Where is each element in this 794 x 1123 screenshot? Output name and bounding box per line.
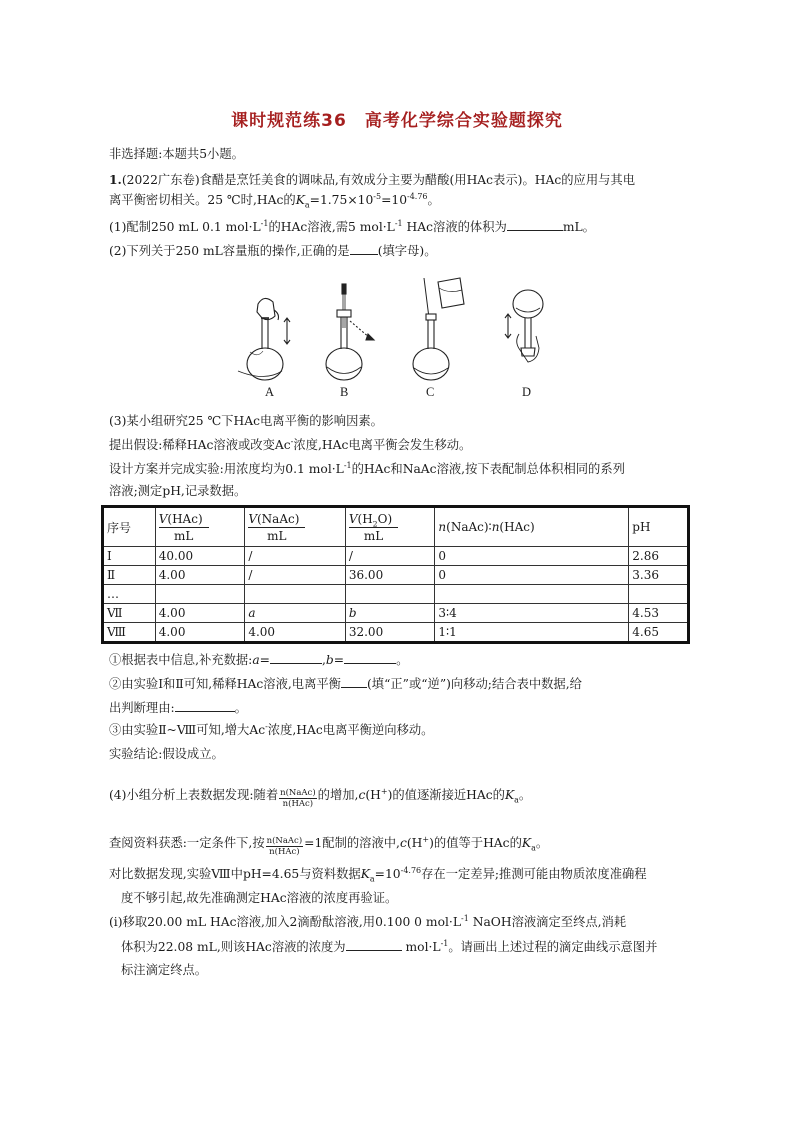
table-row	[103, 547, 689, 566]
answer-blank-a[interactable]	[270, 651, 322, 664]
volumetric-flask-figure	[228, 276, 568, 401]
flask-c-illustration	[413, 278, 464, 380]
cell: 2.86	[629, 547, 689, 566]
q1-part-4: (4)小组分析上表数据发现:随着 $\frac{\text{n(NaAc)}}{\text{n(HAc)}}$ 的增加,c(H+)的值逐渐接近HAc的$K_a$。	[109, 786, 532, 809]
page-title: 课时规范练36 高考化学综合实验题探究	[231, 111, 563, 131]
cell	[155, 585, 245, 604]
cell: 4.00	[155, 566, 245, 585]
header-v-h2o: $\frac{V(H_2O)}{mL}$	[345, 507, 435, 547]
q1-part-3: (3)某小组研究25 ℃下HAc电离平衡的影响因素。	[109, 414, 383, 428]
cell: 36.00	[345, 566, 435, 585]
flask-a-illustration	[238, 298, 290, 380]
sub-question-1: ①根据表中信息,补充数据:a= ,b= 。	[109, 653, 409, 667]
q1-line-1: 1.(2022广东卷)食醋是烹饪美食的调味品,有效成分主要为醋酸(用HAc表示)。HAc的应用与其电	[109, 172, 636, 187]
sub-question-2-line-2: 出判断理由: 。	[109, 701, 247, 715]
cell: 3.36	[629, 566, 689, 585]
sub-question-3: ③由实验Ⅱ~Ⅷ可知,增大Ac-浓度,HAc电离平衡逆向移动。	[109, 721, 434, 737]
cell: 4.00	[155, 604, 245, 623]
answer-blank-flask-choice[interactable]	[350, 242, 378, 255]
cell: Ⅱ	[103, 566, 156, 585]
q1-part-2: (2)下列关于250 mL容量瓶的操作,正确的是 (填字母)。	[109, 244, 437, 258]
header-ph: pH	[629, 507, 689, 547]
titration-line-3: 标注滴定终点。	[121, 963, 208, 977]
cell: 4.53	[629, 604, 689, 623]
header-v-naac: $\frac{\text{V(NaAc)}}{mL}$	[245, 507, 346, 547]
flask-b-illustration	[326, 284, 374, 380]
cell: 4.00	[155, 623, 245, 643]
cell: Ⅷ	[103, 623, 156, 643]
conclusion-line: 实验结论:假设成立。	[109, 747, 224, 761]
q1-line-2: 离平衡密切相关。25 ℃时,HAc的$K_a=1.75\times 10^{-5}=10^{-4.76}$。	[109, 191, 440, 210]
figure-label-d: D	[522, 385, 532, 399]
titration-line-1: (ⅰ)移取20.00 mL HAc溶液,加入2滴酚酞溶液,用0.100 0 $mol\cdot L^{-1}$ NaOH溶液滴定至终点,消耗	[109, 913, 627, 929]
figure-label-c: C	[426, 385, 435, 399]
titration-line-2: 体积为22.08 mL,则该HAc溶液的浓度为 $mol\cdot L^{-1}$。请画出上述过程的滴定曲线示意图并	[121, 938, 658, 954]
cell: 1∶1	[435, 623, 629, 643]
table-header-row	[103, 507, 689, 547]
lookup-line: 查阅资料获悉:一定条件下,按 $\frac{\text{n(NaAc)}}{\text{n(HAc)}}$ =1配制的溶液中,c(H+)的值等于HAc的$K_a$。	[109, 834, 549, 857]
table-row	[103, 566, 689, 585]
flask-d-illustration	[505, 290, 543, 362]
cell: Ⅶ	[103, 604, 156, 623]
section-intro: 非选择题:本题共5小题。	[109, 147, 244, 161]
cell: 3∶4	[435, 604, 629, 623]
answer-blank-concentration[interactable]	[346, 938, 402, 951]
table-row	[103, 585, 689, 604]
cell	[629, 585, 689, 604]
answer-blank-reason[interactable]	[175, 699, 235, 712]
compare-line-1: 对比数据发现,实验Ⅷ中pH=4.65与资料数据$K_a=10^{-4.76}$存在一定差异;推测可能由物质浓度准确程	[109, 865, 647, 884]
answer-blank-volume[interactable]	[507, 218, 563, 231]
cell: 40.00	[155, 547, 245, 566]
sub-question-2-line-1: ②由实验Ⅰ和Ⅱ可知,稀释HAc溶液,电离平衡 (填“正”或“逆”)向移动;结合表中数据,给	[109, 677, 582, 691]
q1-number: 1.	[109, 172, 122, 187]
header-seq: 序号	[103, 507, 156, 547]
compare-line-2: 度不够引起,故先准确测定HAc溶液的浓度再验证。	[121, 891, 398, 905]
table-row	[103, 623, 689, 643]
cell: b	[345, 604, 435, 623]
cell: /	[345, 547, 435, 566]
header-ratio: n(NaAc)∶n(HAc)	[435, 507, 629, 547]
answer-blank-b[interactable]	[344, 651, 396, 664]
answer-blank-direction[interactable]	[341, 675, 367, 688]
cell	[435, 585, 629, 604]
header-v-hac: $\frac{\text{V(HAc)}}{mL}$	[155, 507, 245, 547]
cell	[345, 585, 435, 604]
cell: a	[245, 604, 346, 623]
figure-label-b: B	[340, 385, 349, 399]
hypothesis-line: 提出假设:稀释HAc溶液或改变Ac-浓度,HAc电离平衡会发生移动。	[109, 436, 472, 452]
cell: …	[103, 585, 156, 604]
cell: 32.00	[345, 623, 435, 643]
table-row	[103, 604, 689, 623]
cell	[245, 585, 346, 604]
cell: /	[245, 547, 346, 566]
figure-label-a: A	[265, 385, 275, 399]
design-line-1: 设计方案并完成实验:用浓度均为0.1 $mol\cdot L^{-1}$的HAc和NaAc溶液,按下表配制总体积相同的系列	[109, 460, 625, 476]
cell: /	[245, 566, 346, 585]
design-line-2: 溶液;测定pH,记录数据。	[109, 484, 247, 498]
q1-part-1: (1)配制250 mL 0.1 $mol\cdot L^{-1}$的HAc溶液,需5 $mol\cdot L^{-1}$ HAc溶液的体积为 mL。	[109, 218, 595, 234]
cell: 0	[435, 566, 629, 585]
experiment-table	[101, 505, 690, 644]
cell: 4.65	[629, 623, 689, 643]
cell: 4.00	[245, 623, 346, 643]
cell: 0	[435, 547, 629, 566]
cell: Ⅰ	[103, 547, 156, 566]
